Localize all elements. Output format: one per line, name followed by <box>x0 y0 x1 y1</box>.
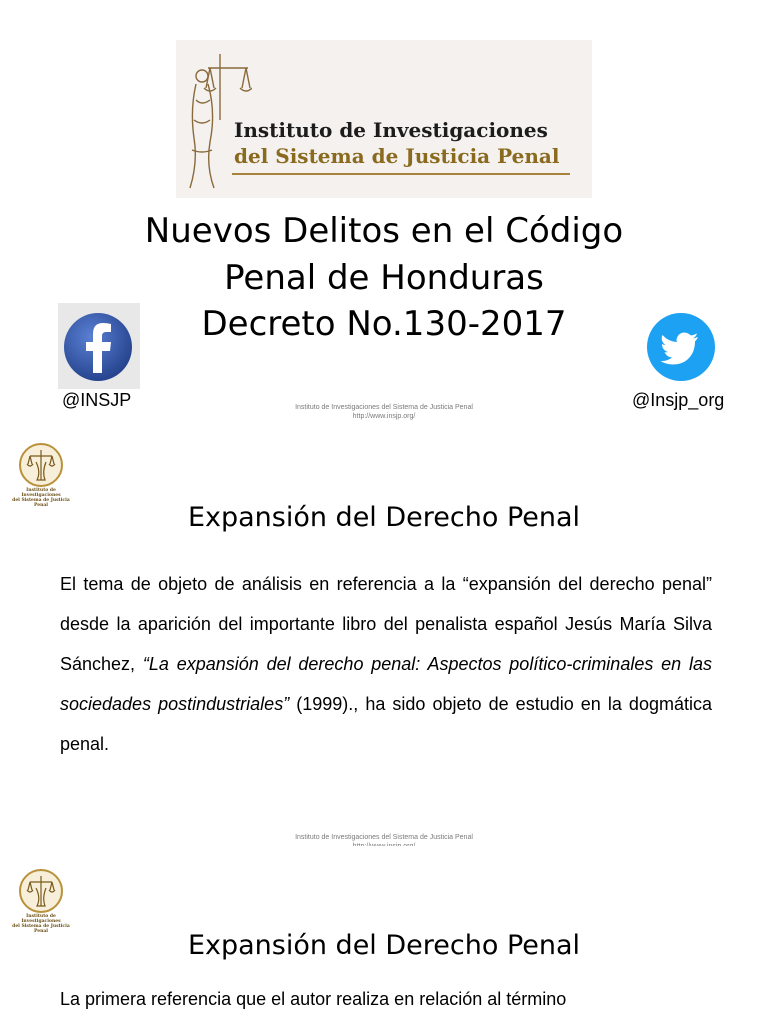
paragraph-text-start: El tema de objeto de análisis en referencia a la “expansión del derecho penal” desde la aparición del importante libro del penalista español Jesús María Silva Sánchez, <box>60 574 712 674</box>
content-slide-partial <box>0 846 768 1024</box>
content-slide <box>0 432 768 846</box>
small-logo-caption-line1: Instituto de Investigaciones <box>21 488 61 498</box>
body-paragraph: La primera referencia que el autor realiza en relación al término <box>60 989 567 1009</box>
institute-logo-banner <box>176 40 592 198</box>
logo-title-line1: Instituto de Investigaciones <box>234 118 548 142</box>
small-institute-logo <box>8 442 74 508</box>
footer-institute: Instituto de Investigaciones del Sistema de Justicia Penal <box>295 834 473 841</box>
small-logo-caption-line2: del Sistema de Justicia Penal <box>12 498 70 508</box>
facebook-icon-frame <box>58 303 140 389</box>
slide-title-line2: Penal de Honduras <box>224 258 544 298</box>
logo-divider <box>232 173 570 175</box>
footer-institute: Instituto de Investigaciones del Sistema de Justicia Penal <box>295 404 473 411</box>
slide-title-line3: Decreto No.130-2017 <box>201 304 567 344</box>
small-institute-logo <box>8 868 74 934</box>
twitter-handle[interactable]: @Insjp_org <box>632 390 725 410</box>
justice-seal-icon <box>8 868 74 914</box>
small-logo-caption-line2: del Sistema de Justicia Penal <box>12 924 70 934</box>
title-slide <box>0 0 768 432</box>
slide-heading: Expansión del Derecho Penal <box>187 930 581 961</box>
footer-url[interactable]: http://www.insjp.org/ <box>352 413 416 420</box>
twitter-icon[interactable] <box>646 312 716 382</box>
small-logo-caption-line1: Instituto de Investigaciones <box>21 914 61 924</box>
slide-heading: Expansión del Derecho Penal <box>187 502 581 533</box>
slide-footer <box>0 403 768 421</box>
paragraph-text-end: (1999)., ha sido objeto de estudio en la dogmática penal. <box>60 694 712 754</box>
facebook-icon[interactable] <box>58 303 140 389</box>
logo-title-line2: del Sistema de Justicia Penal <box>234 144 560 168</box>
slide-title-line1: Nuevos Delitos en el Código <box>144 211 624 251</box>
justice-seal-icon <box>8 442 74 488</box>
book-title-italic: “La expansión del derecho penal: Aspectos político-criminales en las sociedades postindustriales” <box>60 654 712 714</box>
body-paragraph <box>60 564 712 764</box>
facebook-handle[interactable]: @INSJP <box>62 390 132 410</box>
